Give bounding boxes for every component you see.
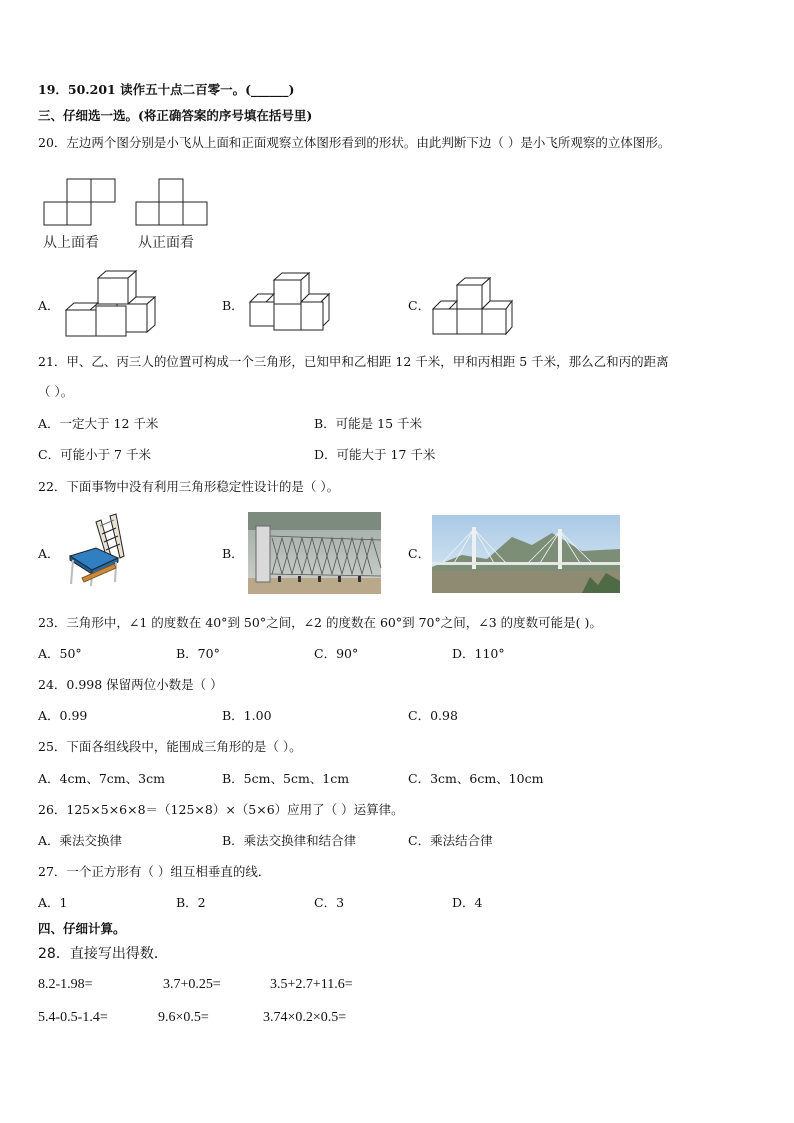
question-28-stem: 28．直接写出得数． xyxy=(38,946,168,962)
calc-5: 9.6×0.5= xyxy=(158,1010,209,1025)
top-view-figure xyxy=(43,178,118,228)
q23-option-d: D．110° xyxy=(452,646,505,661)
question-21-stem: 21．甲、乙、丙三人的位置可构成一个三角形，已知甲和乙相距 12 千米，甲和丙相距 5 千米，那么乙和丙的距离 xyxy=(38,354,669,369)
calc-2: 3.7+0.25= xyxy=(163,977,221,992)
calc-4: 5.4-0.5-1.4= xyxy=(38,1010,108,1025)
q24-option-b: B．1.00 xyxy=(222,708,272,723)
question-20-stem: 20．左边两个图分别是小飞从上面和正面观察立体图形看到的形状。由此判断下边（ ）是小飞所观察的立体图形。 xyxy=(38,135,671,150)
question-22-stem: 22．下面事物中没有利用三角形稳定性设计的是（ ）。 xyxy=(38,479,340,494)
q20-option-c: C． xyxy=(408,298,431,313)
q22-option-c: C． xyxy=(408,546,431,561)
q24-option-a: A．0.99 xyxy=(38,708,88,723)
question-21-blank: （ ）。 xyxy=(38,384,74,399)
cube-stack-a xyxy=(65,270,160,338)
q22-option-b: B． xyxy=(222,546,244,561)
q23-option-b: B．70° xyxy=(176,646,220,661)
q21-option-b: B．可能是 15 千米 xyxy=(314,416,423,431)
front-view-figure xyxy=(135,178,210,228)
q20-option-b: B． xyxy=(222,298,244,313)
question-23-stem: 23．三角形中，∠1 的度数在 40°到 50°之间，∠2 的度数在 60°到 70°之间，∠3 的度数可能是( )。 xyxy=(38,615,602,630)
calc-3: 3.5+2.7+11.6= xyxy=(270,977,353,992)
chair-image xyxy=(66,512,128,586)
question-25-stem: 25．下面各组线段中，能围成三角形的是（ ）。 xyxy=(38,739,302,754)
q27-option-d: D．4 xyxy=(452,895,483,910)
q26-option-c: C．乘法结合律 xyxy=(408,833,493,848)
q22-option-a: A． xyxy=(38,546,60,561)
question-27-stem: 27．一个正方形有（ ）组互相垂直的线． xyxy=(38,864,271,879)
q26-option-a: A．乘法交换律 xyxy=(38,833,123,848)
q25-option-c: C．3cm、6cm、10cm xyxy=(408,771,544,786)
q24-option-c: C．0.98 xyxy=(408,708,458,723)
cube-stack-c xyxy=(432,277,517,337)
q25-option-b: B．5cm、5cm、1cm xyxy=(222,771,350,786)
q27-option-b: B．2 xyxy=(176,895,206,910)
calc-6: 3.74×0.2×0.5= xyxy=(263,1010,347,1025)
cube-stack-b xyxy=(249,272,339,334)
question-19: 19．50.201 读作五十点二百零一。(______) xyxy=(38,82,295,97)
q21-option-a: A．一定大于 12 千米 xyxy=(38,416,159,431)
q23-option-a: A．50° xyxy=(38,646,82,661)
section-3-heading: 三、仔细选一选。(将正确答案的序号填在括号里) xyxy=(38,108,313,123)
calc-1: 8.2-1.98= xyxy=(38,977,93,992)
question-26-stem: 26．125×5×6×8＝（125×8）×（5×6）应用了（ ）运算律。 xyxy=(38,802,404,817)
caption-front-view: 从正面看 xyxy=(138,235,194,251)
cable-stayed-bridge-image xyxy=(432,515,620,593)
q27-option-a: A．1 xyxy=(38,895,68,910)
q25-option-a: A．4cm、7cm、3cm xyxy=(38,771,165,786)
retractable-gate-image xyxy=(248,512,381,594)
q21-option-c: C．可能小于 7 千米 xyxy=(38,447,151,462)
question-24-stem: 24．0.998 保留两位小数是（ ） xyxy=(38,677,223,692)
q21-option-d: D．可能大于 17 千米 xyxy=(314,447,436,462)
q23-option-c: C．90° xyxy=(314,646,359,661)
q26-option-b: B．乘法交换律和结合律 xyxy=(222,833,357,848)
caption-top-view: 从上面看 xyxy=(43,235,99,251)
q27-option-c: C．3 xyxy=(314,895,345,910)
section-4-heading: 四、仔细计算。 xyxy=(38,921,126,936)
q20-option-a: A． xyxy=(38,298,60,313)
